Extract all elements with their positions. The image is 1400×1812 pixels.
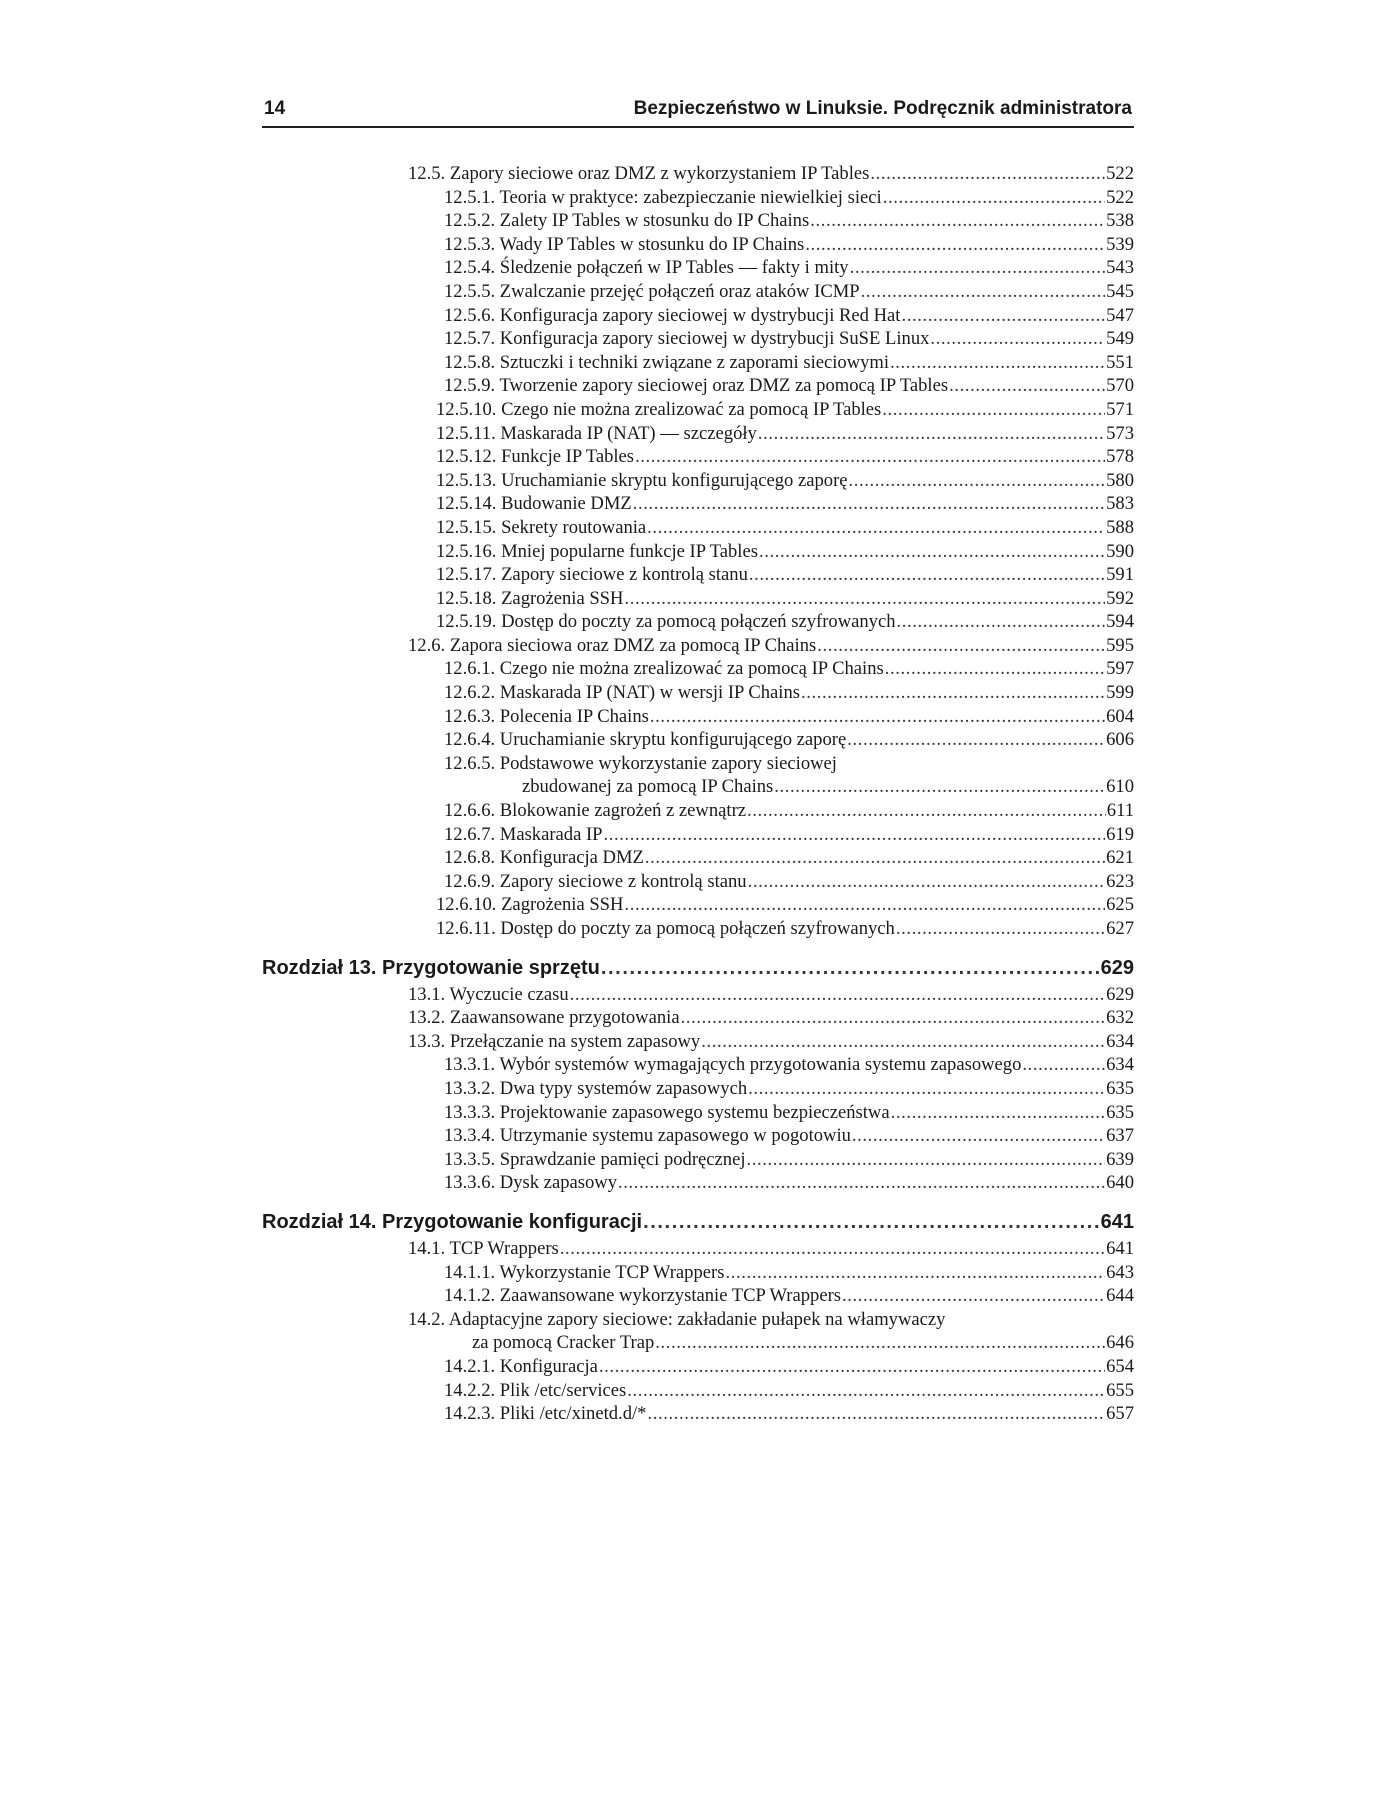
entry-title: 14.1.2. Zaawansowane wykorzystanie TCP Wrappers: [444, 1285, 842, 1307]
entry-page-number: 588: [1106, 516, 1134, 538]
entry-page-number: 551: [1106, 351, 1134, 373]
toc-entry: [262, 917, 1134, 941]
dot-leader: [748, 1077, 1105, 1101]
entry-title: 13.1. Wyczucie czasu: [408, 983, 569, 1005]
dot-leader: [681, 1006, 1106, 1030]
entry-page-number: 625: [1106, 894, 1134, 916]
toc-entry: [262, 280, 1134, 304]
entry-title: 12.5.14. Budowanie DMZ: [436, 493, 632, 515]
entry-page-number: 619: [1106, 823, 1134, 845]
dot-leader: [647, 1402, 1105, 1426]
toc-entry: [262, 1284, 1134, 1308]
entry-title: 12.6.11. Dostęp do poczty za pomocą połączeń szyfrowanych: [436, 918, 895, 939]
entry-title: 12.5.13. Uruchamianie skryptu konfigurującego zaporę: [436, 469, 848, 491]
dot-leader: [747, 799, 1106, 823]
entry-title: 13.3.5. Sprawdzanie pamięci podręcznej: [444, 1148, 746, 1170]
toc-entry: [262, 846, 1134, 870]
entry-title: 12.5.11. Maskarada IP (NAT) — szczegóły: [436, 422, 757, 444]
entry-title: 13.3.2. Dwa typy systemów zapasowych: [444, 1077, 748, 1099]
entry-title: 12.5.9. Tworzenie zapory sieciowej oraz DMZ za pomocą IP Tables: [444, 375, 949, 397]
entry-title: 12.5.6. Konfiguracja zapory sieciowej w dystrybucji Red Hat: [444, 304, 901, 326]
toc-entry: [262, 304, 1134, 328]
entry-page-number: 591: [1106, 564, 1134, 586]
dot-leader: [758, 422, 1105, 446]
entry-title: 13.3.1. Wybór systemów wymagających przygotowania systemu zapasowego: [444, 1054, 1022, 1076]
entry-title: 12.6.5. Podstawowe wykorzystanie zapory sieciowej: [444, 752, 837, 774]
entry-title: za pomocą Cracker Trap: [472, 1332, 655, 1354]
dot-leader: [847, 728, 1105, 752]
dot-leader: [701, 1030, 1105, 1054]
entry-title: 12.5.19. Dostęp do poczty za pomocą połączeń szyfrowanych: [436, 611, 896, 633]
dot-leader: [883, 186, 1105, 210]
dot-leader: [801, 681, 1105, 705]
toc-entry: [262, 1402, 1134, 1426]
entry-page-number: 635: [1106, 1077, 1134, 1099]
entry-title: 12.6.7. Maskarada IP: [444, 823, 603, 845]
entry-page-number: 594: [1106, 611, 1134, 633]
entry-page-number: 590: [1106, 540, 1134, 562]
toc-entry: [262, 1053, 1134, 1077]
dot-leader: [635, 445, 1105, 469]
entry-page-number: 635: [1106, 1101, 1134, 1123]
table-of-contents: [262, 162, 1134, 1426]
chapter-title: Rozdział 14. Przygotowanie konfiguracji: [262, 1210, 643, 1233]
entry-title: 13.2. Zaawansowane przygotowania: [408, 1007, 680, 1029]
entry-page-number: 522: [1106, 163, 1134, 184]
entry-page-number: 573: [1106, 422, 1134, 444]
entry-page-number: 545: [1106, 280, 1134, 302]
toc-entry: [262, 209, 1134, 233]
entry-title: 14.2.3. Pliki /etc/xinetd.d/*: [444, 1403, 647, 1425]
entry-page-number: 623: [1106, 870, 1134, 892]
entry-title: 14.2. Adaptacyjne zapory sieciowe: zakładanie pułapek na włamywaczy: [408, 1308, 946, 1330]
entry-page-number: 634: [1106, 1030, 1134, 1052]
dot-leader: [650, 705, 1105, 729]
toc-chapter-entry: [262, 1207, 1134, 1237]
dot-leader: [850, 256, 1106, 280]
dot-leader: [725, 1261, 1105, 1285]
dot-leader: [901, 304, 1105, 328]
entry-title: 12.6.6. Blokowanie zagrożeń z zewnątrz: [444, 800, 747, 822]
entry-title: 12.5.10. Czego nie można zrealizować za pomocą IP Tables: [436, 398, 882, 420]
entry-page-number: 641: [1106, 1237, 1134, 1259]
dot-leader: [748, 870, 1106, 894]
dot-leader: [647, 516, 1105, 540]
toc-entry: [262, 1379, 1134, 1403]
toc-entry: [262, 893, 1134, 917]
entry-page-number: 580: [1106, 469, 1134, 491]
toc-entry: [262, 516, 1134, 540]
dot-leader: [1022, 1053, 1105, 1077]
toc-entry: [262, 445, 1134, 469]
dot-leader: [891, 1101, 1106, 1125]
entry-title: 12.5.16. Mniej popularne funkcje IP Tables: [436, 540, 758, 562]
book-title: Bezpieczeństwo w Linuksie. Podręcznik administratora: [633, 98, 1132, 119]
toc-entry: [262, 610, 1134, 634]
entry-title: 13.3.4. Utrzymanie systemu zapasowego w pogotowiu: [444, 1125, 851, 1147]
entry-page-number: 634: [1106, 1054, 1134, 1076]
entry-title: 12.5.2. Zalety IP Tables w stosunku do IP Chains: [444, 210, 810, 232]
chapter-title: Rozdział 13. Przygotowanie sprzętu: [262, 956, 600, 979]
dot-leader: [643, 1207, 1100, 1237]
dot-leader: [885, 657, 1105, 681]
toc-entry: [262, 374, 1134, 398]
entry-page-number: 543: [1106, 257, 1134, 279]
section-gap: [262, 941, 1134, 953]
dot-leader: [645, 846, 1105, 870]
entry-page-number: 627: [1106, 918, 1134, 939]
toc-entry: [262, 162, 1134, 186]
entry-page-number: 644: [1106, 1285, 1134, 1307]
toc-entry: [262, 492, 1134, 516]
dot-leader: [810, 209, 1105, 233]
entry-page-number: 522: [1106, 186, 1134, 208]
entry-page-number: 629: [1100, 956, 1134, 979]
dot-leader: [805, 233, 1105, 257]
entry-title: 12.6.9. Zapory sieciowe z kontrolą stanu: [444, 870, 747, 892]
entry-title: 12.5.18. Zagrożenia SSH: [436, 587, 624, 609]
toc-entry: [262, 1355, 1134, 1379]
entry-page-number: 611: [1106, 800, 1134, 822]
toc-entry: [262, 398, 1134, 422]
entry-title: 12.6.2. Maskarada IP (NAT) w wersji IP Chains: [444, 682, 800, 704]
dot-leader: [842, 1284, 1105, 1308]
entry-page-number: 538: [1106, 210, 1134, 232]
dot-leader: [655, 1331, 1105, 1355]
entry-title: 12.6. Zapora sieciowa oraz DMZ za pomocą IP Chains: [408, 634, 817, 656]
toc-entry: [262, 728, 1134, 752]
dot-leader: [747, 1148, 1106, 1172]
entry-page-number: 592: [1106, 587, 1134, 609]
dot-leader: [601, 953, 1100, 983]
toc-entry: [262, 1331, 1134, 1355]
entry-title: 12.5.3. Wady IP Tables w stosunku do IP Chains: [444, 233, 805, 255]
dot-leader: [896, 917, 1105, 941]
dot-leader: [624, 893, 1105, 917]
dot-leader: [930, 327, 1105, 351]
entry-title: 14.2.1. Konfiguracja: [444, 1355, 598, 1377]
entry-title: 14.1. TCP Wrappers: [408, 1237, 559, 1259]
toc-entry: [262, 563, 1134, 587]
entry-page-number: 654: [1106, 1355, 1134, 1377]
dot-leader: [817, 634, 1105, 658]
entry-page-number: 571: [1106, 398, 1134, 420]
toc-entry: [262, 1261, 1134, 1285]
entry-title: 12.5.8. Sztuczki i techniki związane z zaporami sieciowymi: [444, 351, 890, 373]
entry-title: 13.3.3. Projektowanie zapasowego systemu bezpieczeństwa: [444, 1101, 890, 1123]
entry-page-number: 657: [1106, 1403, 1134, 1425]
entry-title: 12.5.15. Sekrety routowania: [436, 516, 647, 538]
toc-entry: [262, 681, 1134, 705]
dot-leader: [618, 1171, 1105, 1195]
entry-title: 12.6.3. Polecenia IP Chains: [444, 705, 649, 727]
dot-leader: [604, 823, 1106, 847]
dot-leader: [570, 983, 1105, 1007]
dot-leader: [849, 469, 1106, 493]
running-header: [262, 96, 1134, 128]
entry-page-number: 641: [1100, 1210, 1134, 1233]
toc-entry: [262, 823, 1134, 847]
toc-entry: [262, 1237, 1134, 1261]
dot-leader: [890, 351, 1105, 375]
toc-entry: [262, 752, 1134, 776]
dot-leader: [560, 1237, 1105, 1261]
entry-title: 12.6.8. Konfiguracja DMZ: [444, 847, 644, 869]
dot-leader: [633, 492, 1105, 516]
dot-leader: [882, 398, 1105, 422]
toc-entry: [262, 1124, 1134, 1148]
entry-page-number: 599: [1106, 682, 1134, 704]
toc-entry: [262, 705, 1134, 729]
entry-title: 14.1.1. Wykorzystanie TCP Wrappers: [444, 1261, 725, 1283]
entry-title: 12.5.5. Zwalczanie przejęć połączeń oraz ataków ICMP: [444, 280, 860, 302]
toc-entry: [262, 983, 1134, 1007]
toc-entry: [262, 256, 1134, 280]
toc-entry: [262, 799, 1134, 823]
entry-title: 12.5.7. Konfiguracja zapory sieciowej w dystrybucji SuSE Linux: [444, 328, 930, 350]
toc-entry: [262, 422, 1134, 446]
dot-leader: [949, 374, 1105, 398]
toc-entry: [262, 1006, 1134, 1030]
entry-title: 12.5.17. Zapory sieciowe z kontrolą stanu: [436, 564, 748, 586]
entry-page-number: 606: [1106, 729, 1134, 751]
toc-entry: [262, 469, 1134, 493]
entry-page-number: 583: [1106, 493, 1134, 515]
entry-page-number: 643: [1106, 1261, 1134, 1283]
entry-title: zbudowanej za pomocą IP Chains: [522, 776, 774, 798]
dot-leader: [870, 162, 1105, 186]
toc-entry: [262, 1308, 1134, 1332]
dot-leader: [861, 280, 1106, 304]
dot-leader: [774, 775, 1105, 799]
toc-entry: [262, 1077, 1134, 1101]
dot-leader: [897, 610, 1106, 634]
entry-page-number: 610: [1106, 776, 1134, 798]
toc-entry: [262, 657, 1134, 681]
toc-entry: [262, 186, 1134, 210]
entry-page-number: 547: [1106, 304, 1134, 326]
toc-entry: [262, 587, 1134, 611]
entry-page-number: 637: [1106, 1125, 1134, 1147]
toc-chapter-entry: [262, 953, 1134, 983]
dot-leader: [749, 563, 1105, 587]
entry-page-number: 595: [1106, 634, 1134, 656]
toc-entry: [262, 233, 1134, 257]
toc-entry: [262, 1171, 1134, 1195]
entry-page-number: 640: [1106, 1172, 1134, 1194]
entry-page-number: 629: [1106, 983, 1134, 1005]
entry-title: 12.5. Zapory sieciowe oraz DMZ z wykorzystaniem IP Tables: [408, 163, 870, 184]
entry-title: 14.2.2. Plik /etc/services: [444, 1379, 627, 1401]
entry-page-number: 570: [1106, 375, 1134, 397]
toc-entry: [262, 775, 1134, 799]
entry-title: 12.6.10. Zagrożenia SSH: [436, 894, 624, 916]
toc-entry: [262, 870, 1134, 894]
dot-leader: [759, 540, 1105, 564]
toc-entry: [262, 327, 1134, 351]
entry-page-number: 549: [1106, 328, 1134, 350]
entry-title: 12.6.1. Czego nie można zrealizować za pomocą IP Chains: [444, 658, 884, 680]
entry-page-number: 646: [1106, 1332, 1134, 1354]
dot-leader: [627, 1379, 1105, 1403]
entry-title: 13.3. Przełączanie na system zapasowy: [408, 1030, 701, 1052]
toc-entry: [262, 351, 1134, 375]
entry-title: 12.5.1. Teoria w praktyce: zabezpieczanie niewielkiej sieci: [444, 186, 882, 208]
entry-title: 12.6.4. Uruchamianie skryptu konfigurującego zaporę: [444, 729, 847, 751]
dot-leader: [599, 1355, 1105, 1379]
entry-title: 13.3.6. Dysk zapasowy: [444, 1172, 617, 1194]
toc-entry: [262, 1148, 1134, 1172]
dot-leader: [624, 587, 1105, 611]
entry-page-number: 632: [1106, 1007, 1134, 1029]
entry-page-number: 655: [1106, 1379, 1134, 1401]
toc-entry: [262, 1101, 1134, 1125]
page-number: 14: [264, 98, 286, 119]
entry-page-number: 578: [1106, 446, 1134, 468]
entry-page-number: 621: [1106, 847, 1134, 869]
toc-entry: [262, 634, 1134, 658]
entry-title: 12.5.12. Funkcje IP Tables: [436, 446, 635, 468]
entry-page-number: 597: [1106, 658, 1134, 680]
dot-leader: [852, 1124, 1105, 1148]
entry-page-number: 604: [1106, 705, 1134, 727]
toc-entry: [262, 1030, 1134, 1054]
toc-entry: [262, 540, 1134, 564]
entry-page-number: 539: [1106, 233, 1134, 255]
section-gap: [262, 1195, 1134, 1207]
entry-page-number: 639: [1106, 1148, 1134, 1170]
entry-title: 12.5.4. Śledzenie połączeń w IP Tables — fakty i mity: [444, 257, 849, 279]
